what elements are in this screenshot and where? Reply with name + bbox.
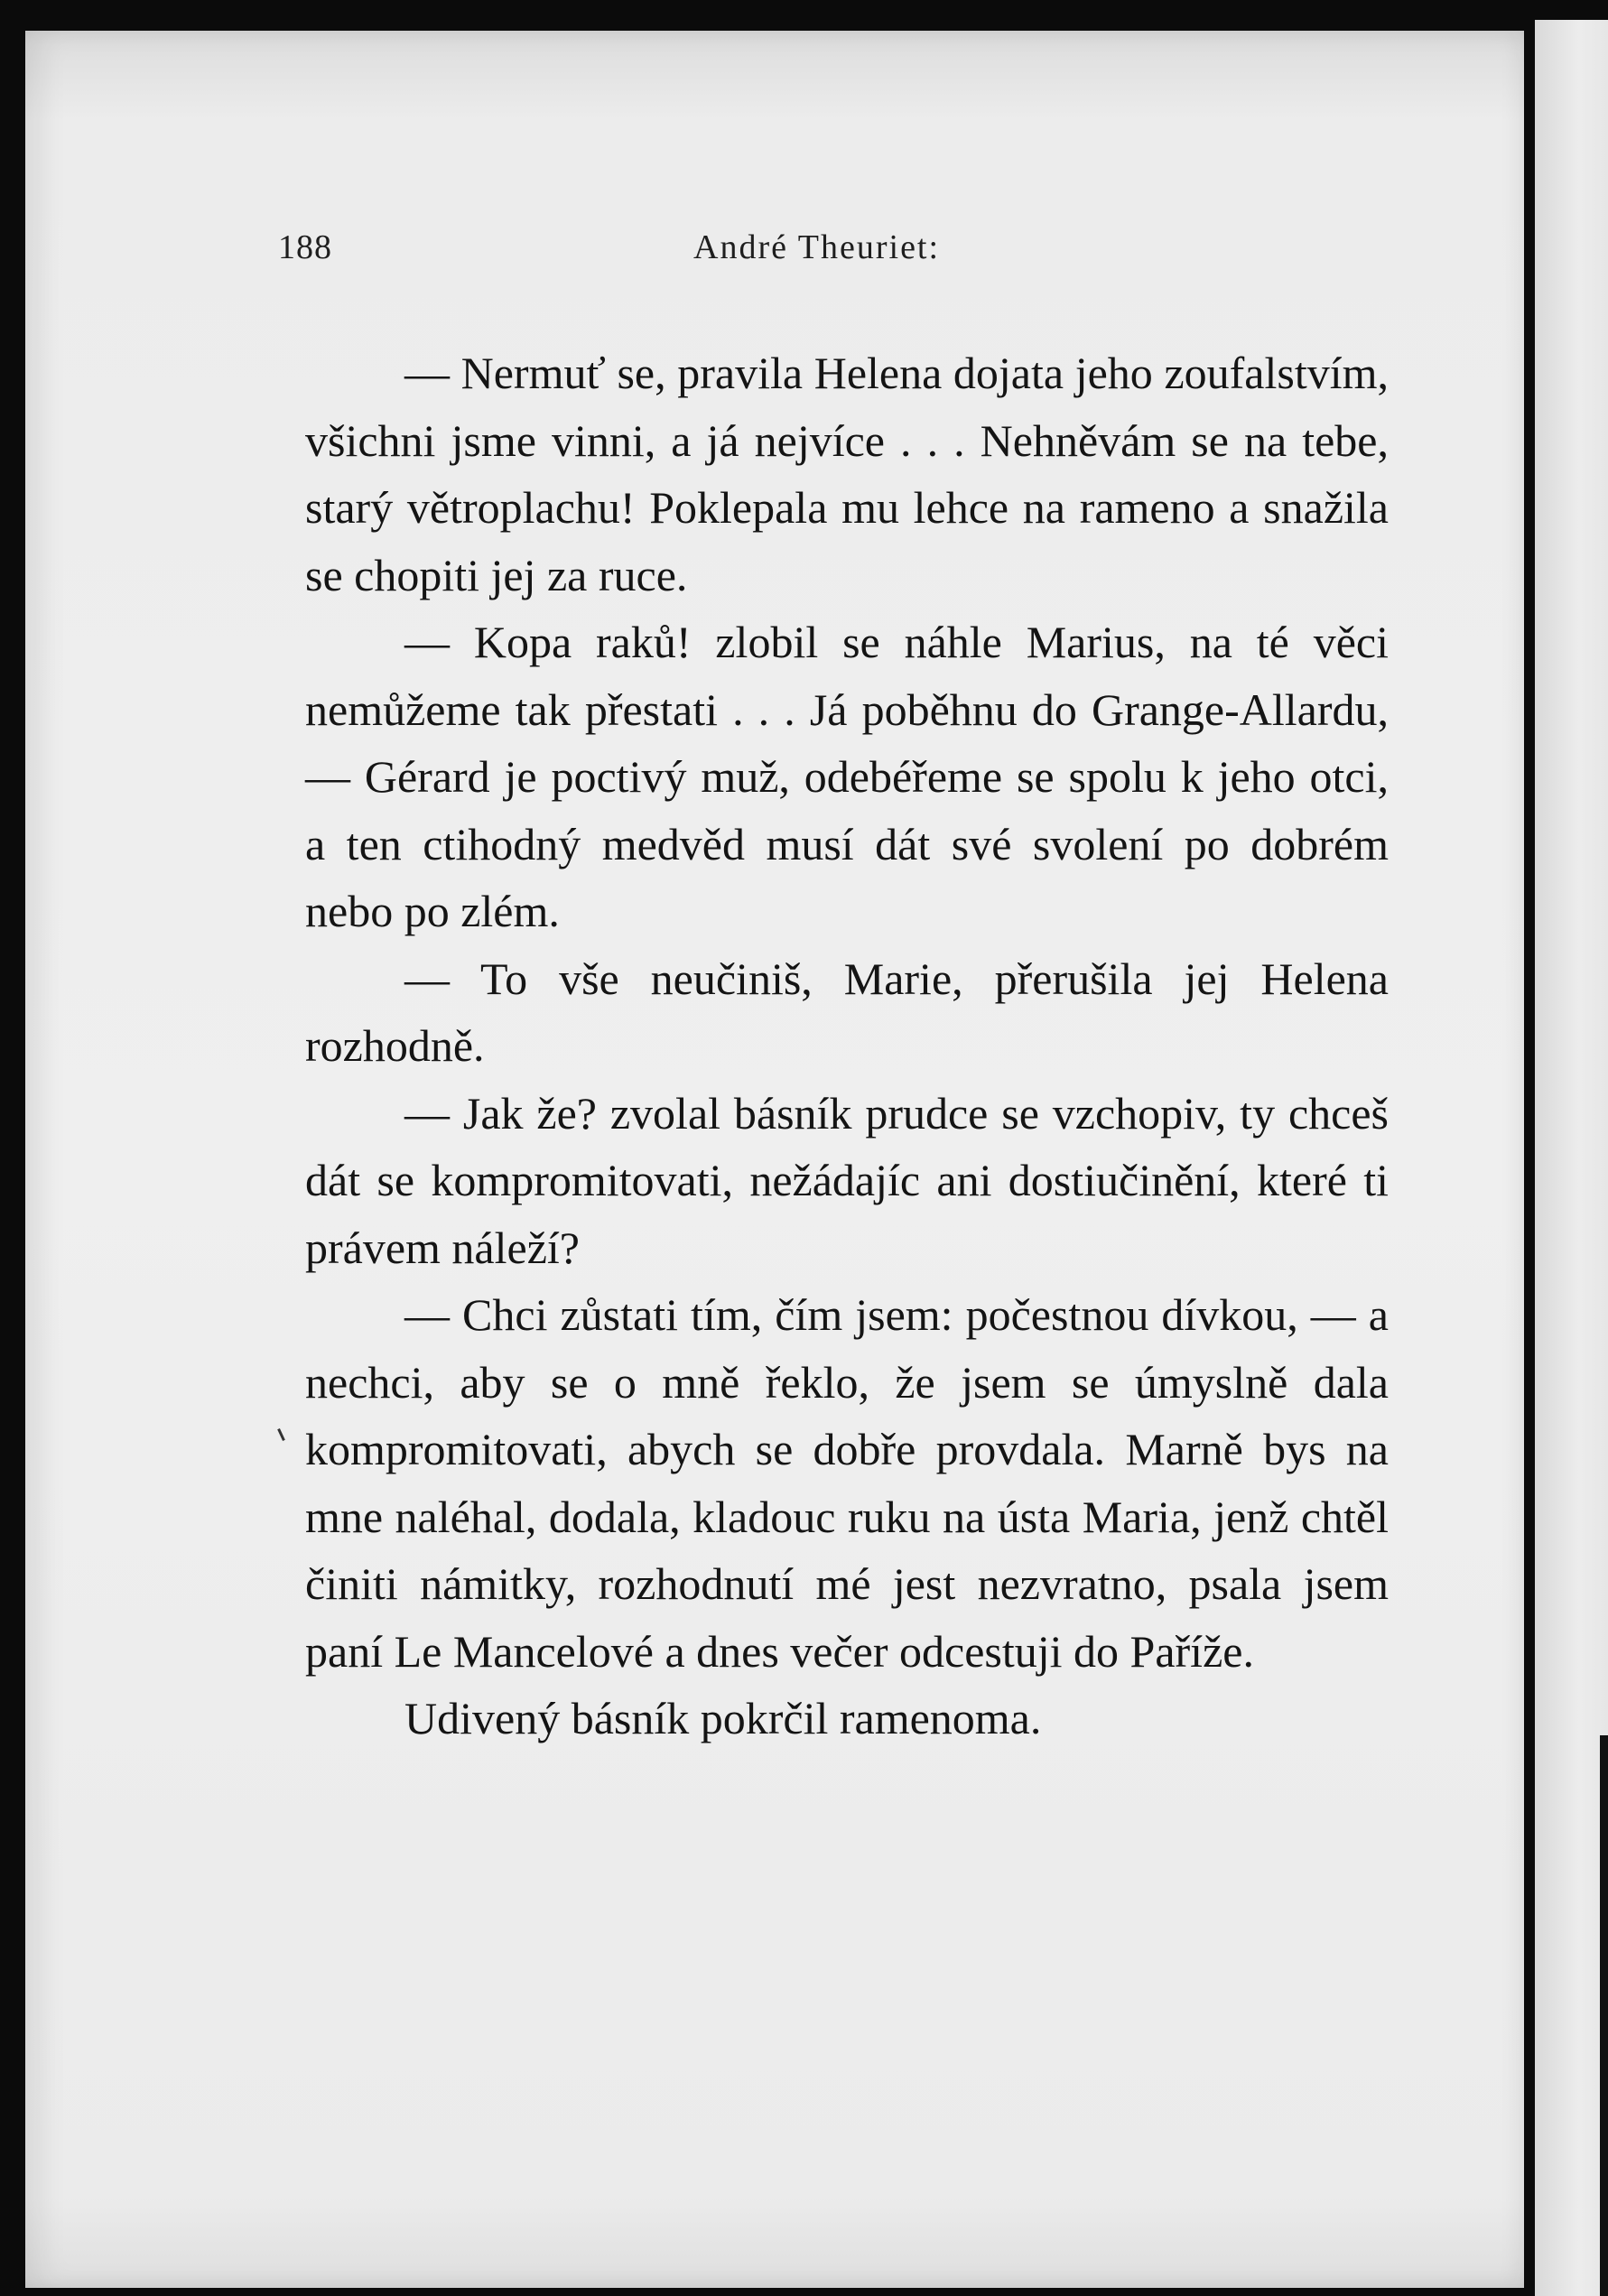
page-number: 188: [278, 228, 332, 266]
binding-shadow: [1600, 1735, 1608, 2296]
page-header: [25, 31, 1524, 266]
body-text: [305, 339, 1389, 1752]
paragraph: — Chci zůstati tím, čím jsem: počestnou dívkou, — a nechci, aby se o mně řeklo, že jsem se úmyslně dala kompromitovati, abych se dobře provdala. Marně bys na mne naléhal, dodala, kladouc ruku na ústa Maria, jenž chtěl činiti námitky, rozhodnutí mé jest nezvratno, psala jsem paní Le Mancelové a dnes večer odcestuji do Paříže.: [305, 1289, 1389, 1677]
paragraph: — Kopa raků! zlobil se náhle Marius, na té věci nemůžeme tak přestati . . . Já poběhnu do Grange-Allardu, — Gérard je poctivý muž, odebéřeme se spolu k jeho otci, a ten ctihodný medvěd musí dát své svolení po dobrém nebo po zlém.: [305, 617, 1389, 936]
book-page: [25, 31, 1524, 2288]
running-head: André Theuriet:: [693, 228, 941, 266]
stray-ink-mark: [277, 1428, 285, 1441]
paragraph: Udivený básník pokrčil ramenoma.: [404, 1693, 1042, 1743]
paragraph: — Jak že? zvolal básník prudce se vzchopiv, ty chceš dát se kompromitovati, nežádajíc ani dostiučinění, které ti právem náleží?: [305, 1087, 1389, 1273]
paragraph: — To vše neučiniš, Marie, přerušila jej Helena rozhodně.: [305, 953, 1389, 1071]
adjacent-page-edge: [1535, 20, 1608, 2296]
paragraph: — Nermuť se, pravila Helena dojata jeho zoufalstvím, všichni jsme vinni, a já nejvíce . . . Nehněvám se na tebe, starý větroplachu! Poklepala mu lehce na rameno a snažila se chopiti jej za ruce.: [305, 348, 1389, 600]
